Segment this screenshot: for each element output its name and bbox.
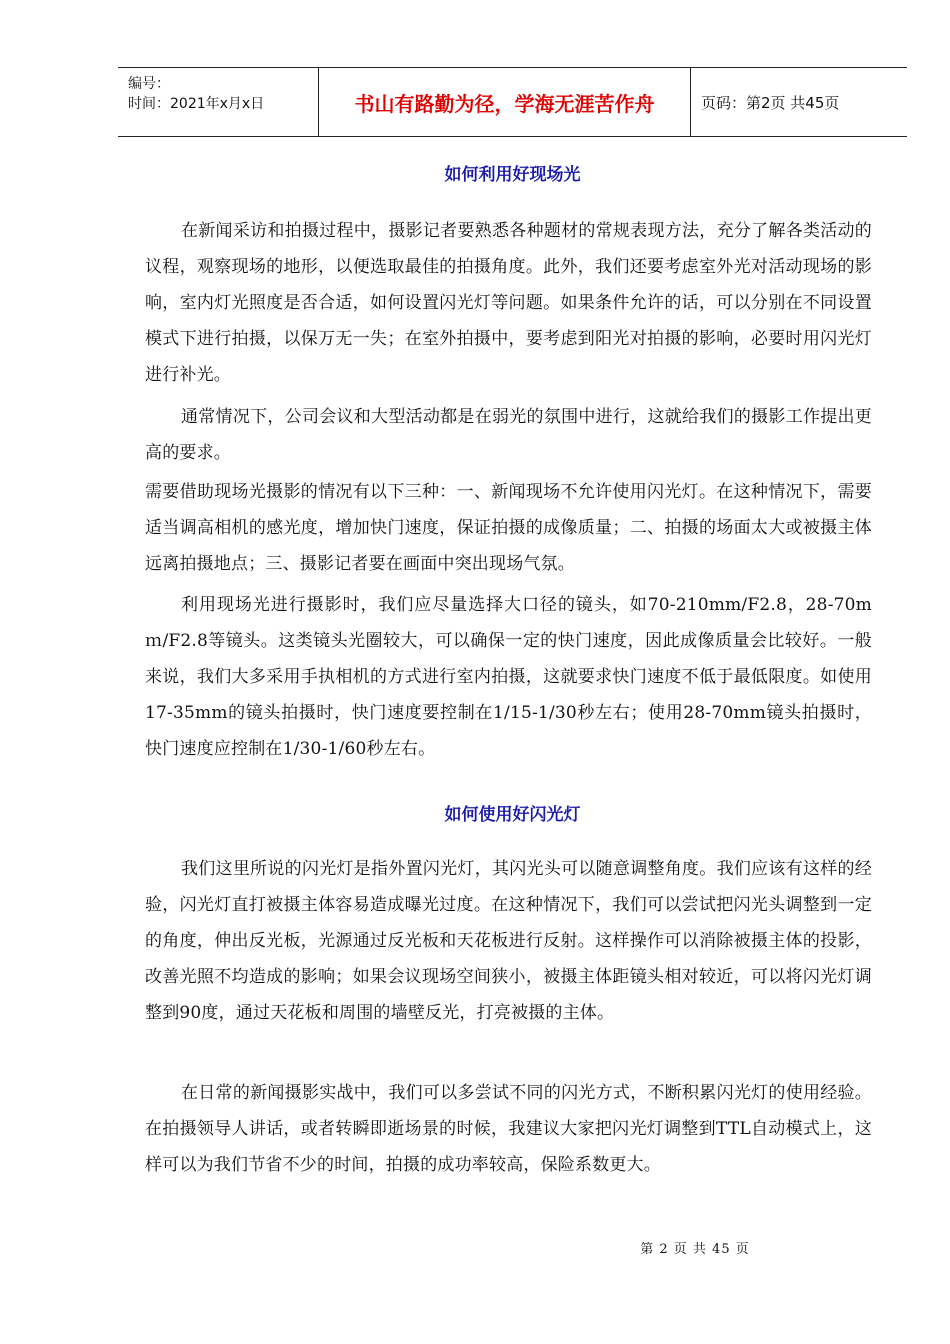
paragraph: 需要借助现场光摄影的情况有以下三种：一、新闻现场不允许使用闪光灯。在这种情况下，需要适当调高相机的感光度，增加快门速度，保证拍摄的成像质量；二、拍摄的场面太大或被摄主体远离拍摄地点；三、摄影记者要在画面中突出现场气氛。 [145,482,872,574]
section-title-flash: 如何使用好闪光灯 [444,805,581,825]
document-time-label: 时间：2021年x月x日 [128,96,265,112]
header-meta [118,68,319,136]
paragraph: 在新闻采访和拍摄过程中，摄影记者要熟悉各种题材的常规表现方法，充分了解各类活动的议程，观察现场的地形，以便选取最佳的拍摄角度。此外，我们还要考虑室外光对活动现场的影响，室内灯光照度是否合适，如何设置闪光灯等问题。如果条件允许的话，可以分别在不同设置模式下进行拍摄，以保万无一失；在室外拍摄中，要考虑到阳光对拍摄的影响，必要时用闪光灯进行补光。 [145,221,872,385]
section-title-ambient-light: 如何利用好现场光 [444,165,581,185]
paragraph: 通常情况下，公司会议和大型活动都是在弱光的氛围中进行，这就给我们的摄影工作提出更高的要求。 [145,407,872,463]
document-number-label: 编号： [128,76,170,92]
paragraph: 利用现场光进行摄影时，我们应尽量选择大口径的镜头，如70-210mm/F2.8，28-70mｍ/F2.8等镜头。这类镜头光圈较大，可以确保一定的快门速度，因此成像质量会比较好。一般来说，我们大多采用手执相机的方式进行室内拍摄，这就要求快门速度不低于最低限度。如使用17-35mm的镜头拍摄时，快门速度要控制在1/15-1/30秒左右；使用28-70mm镜头拍摄时，快门速度应控制在1/30-1/60秒左右。 [145,595,872,759]
header-motto: 书山有路勤为径，学海无涯苦作舟 [319,68,691,136]
paragraph: 我们这里所说的闪光灯是指外置闪光灯，其闪光头可以随意调整角度。我们应该有这样的经验，闪光灯直打被摄主体容易造成曝光过度。在这种情况下，我们可以尝试把闪光头调整到一定的角度，伸出反光板，光源通过反光板和天花板进行反射。这样操作可以消除被摄主体的投影，改善光照不均造成的影响；如果会议现场空间狭小，被摄主体距镜头相对较近，可以将闪光灯调整到90度，通过天花板和周围的墙壁反光，打亮被摄的主体。 [145,859,872,1023]
page-header [118,67,907,137]
paragraph: 在日常的新闻摄影实战中，我们可以多尝试不同的闪光方式，不断积累闪光灯的使用经验。在拍摄领导人讲话，或者转瞬即逝场景的时候，我建议大家把闪光灯调整到TTL自动模式上，这样可以为我们节省不少的时间，拍摄的成功率较高，保险系数更大。 [145,1083,872,1175]
header-page-number: 页码：第2页 共45页 [701,93,840,112]
page-footer: 第 2 页 共 45 页 [640,1242,750,1257]
